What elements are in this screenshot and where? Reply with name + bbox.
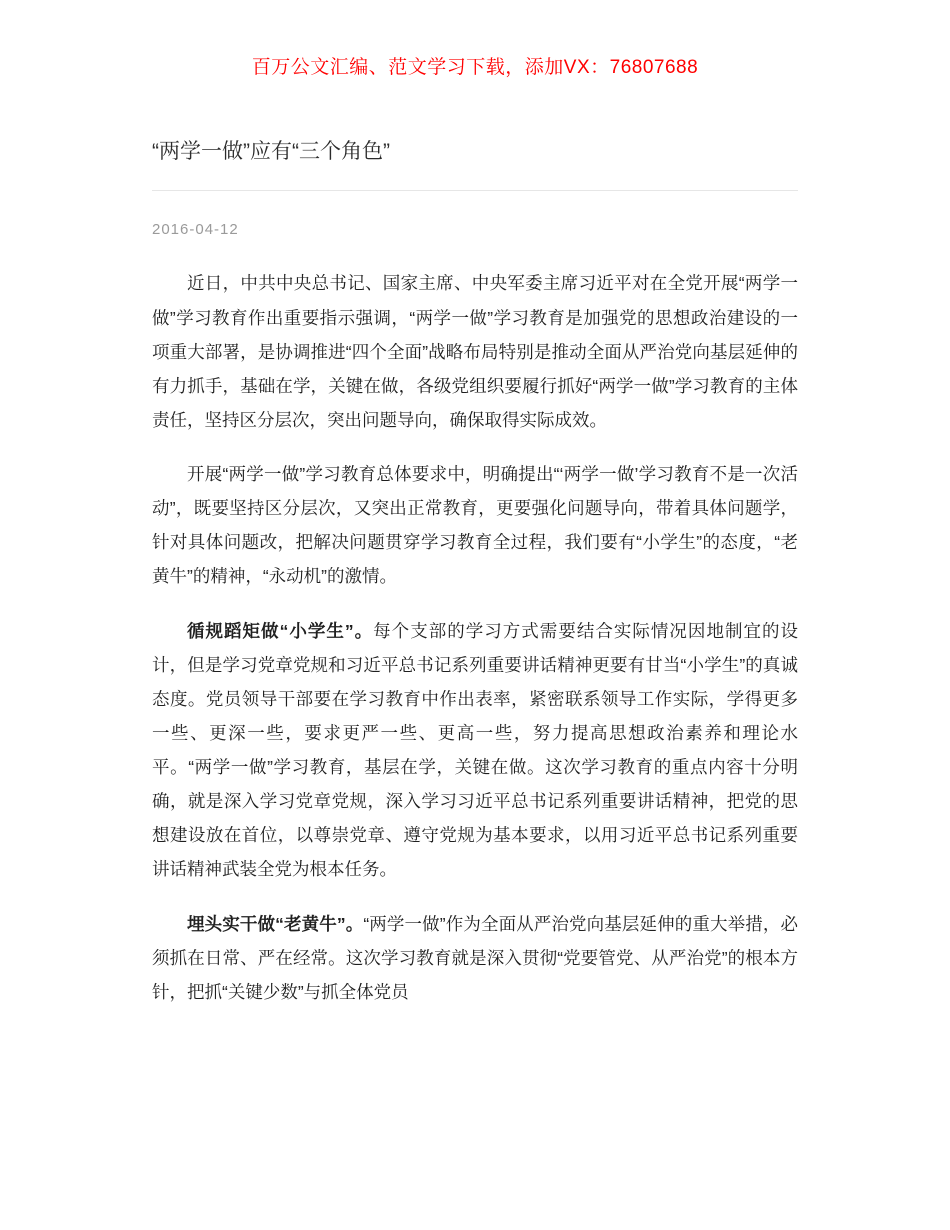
paragraph-text: “两学一做”作为全面从严治党向基层延伸的重大举措，必须抓在日常、严在经常。这次学习教育就是深入贯彻“党要管党、从严治党”的根本方针，把抓“关键少数”与抓全体党员 bbox=[152, 913, 798, 1002]
paragraph bbox=[152, 907, 798, 1009]
page-title: “两学一做”应有“三个角色” bbox=[152, 140, 390, 163]
paragraph-text: 每个支部的学习方式需要结合实际情况因地制宜的设计，但是学习党章党规和习近平总书记系列重要讲话精神更要有甘当“小学生”的真诚态度。党员领导干部要在学习教育中作出表率，紧密联系领导工作实际，学得更多一些、更深一些，要求更严一些、更高一些，努力提高思想政治素养和理论水平。“两学一做”学习教育，基层在学，关键在做。这次学习教育的重点内容十分明确，就是深入学习党章党规，深入学习习近平总书记系列重要讲话精神，把党的思想建设放在首位，以尊崇党章、遵守党规为基本要求，以用习近平总书记系列重要讲话精神武装全党为根本任务。 bbox=[152, 620, 799, 880]
paragraph bbox=[152, 266, 798, 437]
title-block bbox=[152, 137, 798, 191]
paragraph-text: 开展“两学一做”学习教育总体要求中，明确提出“‘两学一做’学习教育不是一次活动”，既要坚持区分层次，又突出正常教育，更要强化问题导向，带着具体问题学，针对具体问题改，把解决问题贯穿学习教育全过程，我们要有“小学生”的态度，“老黄牛”的精神，“永动机”的激情。 bbox=[152, 464, 798, 587]
paragraph bbox=[152, 614, 798, 887]
paragraph-lead: 埋头实干做“老黄牛”。 bbox=[187, 913, 364, 934]
publish-date: 2016-04-12 bbox=[152, 221, 239, 239]
promo-banner: 百万公文汇编、范文学习下载，添加VX：76807688 bbox=[251, 57, 699, 78]
paragraph-text: 近日，中共中央总书记、国家主席、中央军委主席习近平对在全党开展“两学一做”学习教育作出重要指示强调，“两学一做”学习教育是加强党的思想政治建设的一项重大部署，是协调推进“四个全面”战略布局特别是推动全面从严治党向基层延伸的有力抓手，基础在学，关键在做，各级党组织要履行抓好“两学一做”学习教育的主体责任，坚持区分层次，突出问题导向，确保取得实际成效。 bbox=[152, 273, 798, 430]
paragraph-lead: 循规蹈矩做“小学生”。 bbox=[187, 620, 374, 641]
article-body bbox=[152, 266, 798, 1009]
paragraph bbox=[152, 457, 798, 594]
